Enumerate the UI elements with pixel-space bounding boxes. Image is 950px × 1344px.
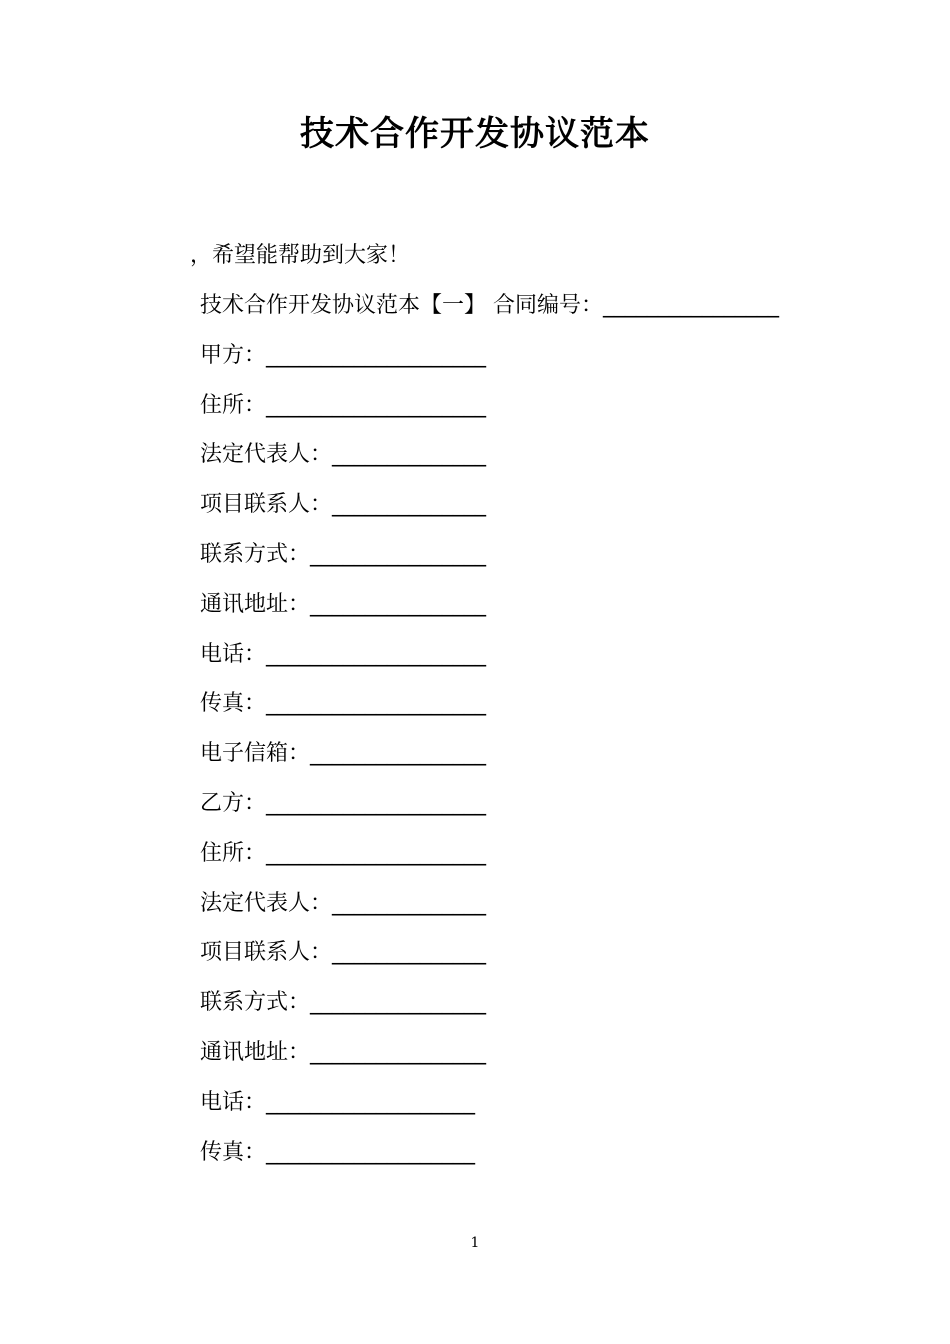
field-label: 电子信箱： — [200, 741, 311, 767]
party-b-contact-person-field — [200, 937, 779, 987]
field-label: 传真： — [200, 691, 267, 717]
field-blank: ________________ — [310, 591, 487, 617]
field-label: 甲方： — [200, 342, 267, 368]
party-a-fax-field — [200, 688, 779, 738]
field-blank: ___________________ — [266, 1139, 476, 1165]
field-blank: ______________ — [332, 492, 487, 518]
field-blank: ______________ — [332, 890, 487, 916]
party-a-contact-method-field — [200, 539, 779, 589]
field-label: 技术合作开发协议范本【一】 合同编号： — [200, 293, 603, 318]
field-blank: ________________ — [603, 293, 779, 318]
party-a-contact-person-field — [200, 489, 779, 539]
field-label: 项目联系人： — [200, 492, 333, 518]
form-field-list — [200, 290, 779, 1186]
page-number: 1 — [470, 1235, 480, 1251]
field-blank: ____________________ — [266, 342, 487, 368]
field-label: 乙方： — [200, 790, 267, 816]
field-blank: ______________ — [332, 442, 487, 468]
contract-number-field — [200, 290, 779, 340]
field-label: 通讯地址： — [200, 1039, 311, 1065]
document-title: 技术合作开发协议范本 — [300, 114, 650, 154]
intro-text: ，希望能帮助到大家！ — [190, 243, 411, 268]
field-blank: ___________________ — [266, 1089, 476, 1115]
party-b-contact-method-field — [200, 987, 779, 1037]
field-label: 住所： — [200, 840, 267, 866]
party-b-field — [200, 788, 779, 838]
field-blank: ____________________ — [266, 840, 487, 866]
field-blank: ______________ — [332, 940, 487, 966]
field-blank: ________________ — [310, 990, 487, 1016]
field-label: 传真： — [200, 1139, 267, 1165]
party-a-legal-rep-field — [200, 439, 779, 489]
party-b-mailing-address-field — [200, 1037, 779, 1087]
party-a-field — [200, 340, 779, 390]
field-label: 联系方式： — [200, 541, 311, 567]
field-label: 项目联系人： — [200, 940, 333, 966]
party-b-fax-field — [200, 1137, 779, 1187]
field-blank: ________________ — [310, 1039, 487, 1065]
field-label: 联系方式： — [200, 990, 311, 1016]
field-label: 通讯地址： — [200, 591, 311, 617]
field-blank: ________________ — [310, 741, 487, 767]
party-b-address-field — [200, 838, 779, 888]
party-a-address-field — [200, 390, 779, 440]
field-blank: ____________________ — [266, 641, 487, 667]
field-blank: ____________________ — [266, 691, 487, 717]
field-label: 电话： — [200, 1089, 267, 1115]
field-label: 法定代表人： — [200, 890, 333, 916]
party-a-email-field — [200, 738, 779, 788]
field-blank: ________________ — [310, 541, 487, 567]
party-b-phone-field — [200, 1087, 779, 1137]
field-blank: ____________________ — [266, 392, 487, 418]
party-a-mailing-address-field — [200, 589, 779, 639]
field-label: 住所： — [200, 392, 267, 418]
party-b-legal-rep-field — [200, 888, 779, 938]
party-a-phone-field — [200, 639, 779, 689]
field-blank: ____________________ — [266, 790, 487, 816]
field-label: 电话： — [200, 641, 267, 667]
field-label: 法定代表人： — [200, 442, 333, 468]
